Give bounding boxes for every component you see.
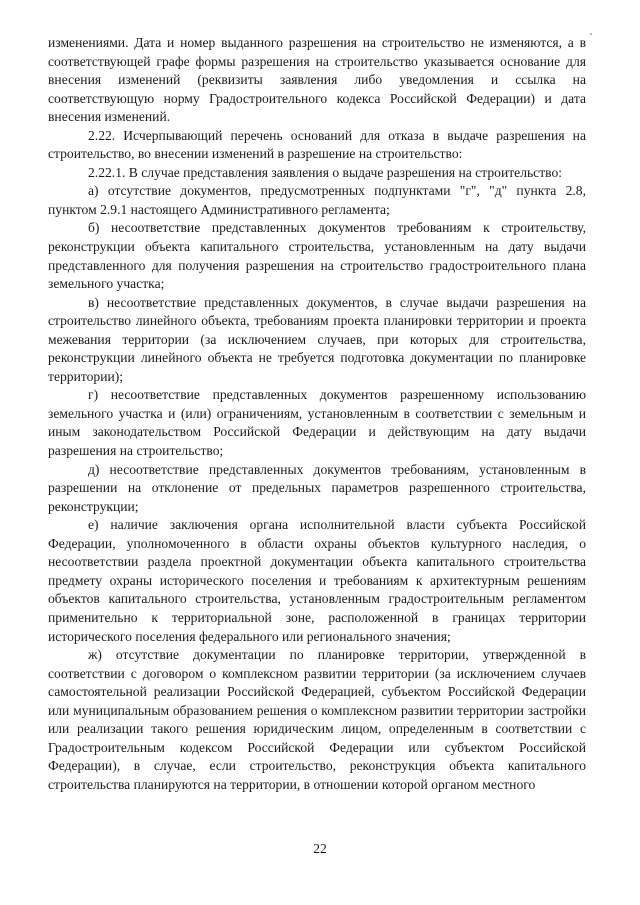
list-item-d: д) несоответствие представленных документов требованиям, установленным в разрешении на отклонение от предельных параметров разрешенного строительства, реконструкции;: [48, 461, 586, 514]
list-item-g: г) несоответствие представленных документов разрешенному использованию земельного участка и (или) ограничениям, установленным в соответствии с земельным и иным законодательством Российской Федерации и действующим на дату выдачи разрешения на строительство;: [48, 387, 586, 459]
list-item-zh: ж) отсутствие документации по планировке территории, утвержденной в соответствии с договором о комплексном развитии территории (за исключением случаев самостоятельной реализации Российской Федерацией, субъектом Российской Федерации или муниципальным образованием решения о комплексном развитии территории застройки или реализации такого решения юридическим лицом, определенным в соответствии с Градостроительным кодексом Российской Федерации или субъектом Российской Федерации), в случае, если строительство, реконструкция объекта капитального строительства планируются на территории, в отношении которой органом местного: [48, 647, 586, 792]
scan-artifact: [590, 33, 592, 35]
paragraph-section-2-22: 2.22. Исчерпывающий перечень оснований для отказа в выдаче разрешения на строительство, во внесении изменений в разрешение на строительство:: [48, 127, 586, 162]
list-item-b: б) несоответствие представленных документов требованиям к строительству, реконструкции объекта капитального строительства, установленным на дату выдачи представленного для получения разрешения на строительство градостроительного плана земельного участка;: [48, 220, 586, 292]
document-body: [48, 34, 586, 794]
list-item-v: в) несоответствие представленных документов, в случае выдачи разрешения на строительство линейного объекта, требованиям проекта планировки территории и проекта межевания территории (за исключением случаев, при которых для строительства, реконструкции линейного объекта не требуется подготовка документации по планировке территории);: [48, 294, 586, 384]
page-number: 22: [313, 841, 327, 856]
list-item-a: а) отсутствие документов, предусмотренных подпунктами "г", "д" пункта 2.8, пунктом 2.9.1 настоящего Административного регламента;: [48, 183, 586, 217]
paragraph-section-2-22-1: 2.22.1. В случае представления заявления о выдаче разрешения на строительство:: [88, 164, 563, 180]
paragraph-continuation: изменениями. Дата и номер выданного разрешения на строительство не изменяются, а в соответствующей графе формы разрешения на строительство указывается основание для внесения изменений (реквизиты заявления либо уведомления и ссылка на соответствующую норму Градостроительного кодекса Российской Федерации) и дата внесения изменений.: [48, 35, 586, 125]
list-item-e: е) наличие заключения органа исполнительной власти субъекта Российской Федерации, уполномоченного в области охраны объектов культурного наследия, о несоответствии раздела проектной документации объекта капитального строительства предмету охраны исторического поселения и требованиям к архитектурным решениям объектов капитального строительства, установленным градостроительным регламентом применительно к территориальной зоне, расположенной в границах территории исторического поселения федерального или регионального значения;: [48, 517, 586, 644]
